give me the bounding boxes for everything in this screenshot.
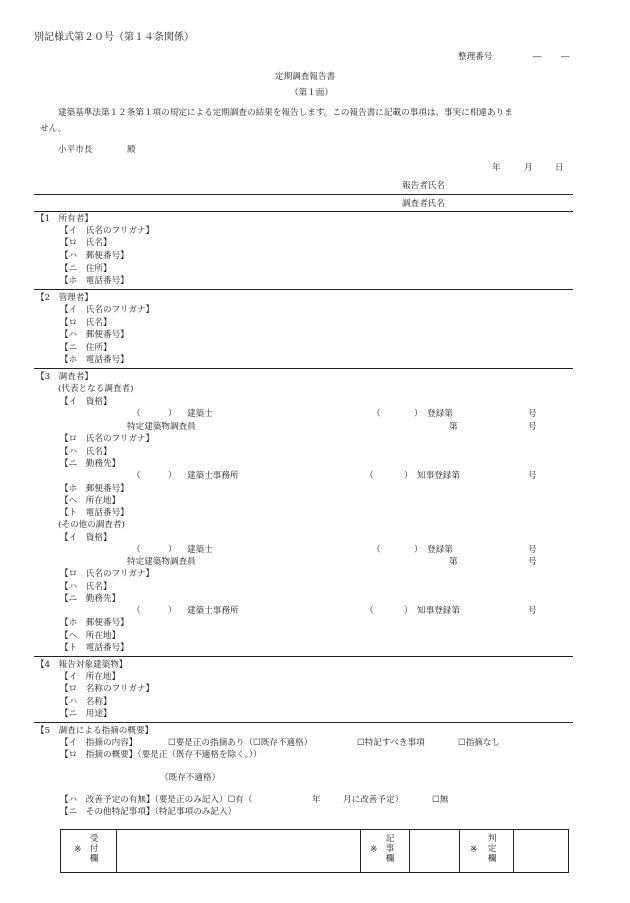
other-special-notes-label: 【ニ その他特記事項】（特記事項のみ記入）	[60, 807, 237, 817]
judgement-column-label: 判定欄	[487, 834, 497, 864]
other-reg-paren-close: ）	[414, 545, 423, 555]
divider-line	[34, 368, 573, 369]
rep-governor-registration-label: 知事登録第	[417, 471, 460, 481]
record-column-label: 記事欄	[385, 834, 395, 864]
page-number: （第１面）	[290, 88, 333, 98]
manager-phone-label: 【ホ 電話番号】	[60, 355, 129, 365]
manager-name-label: 【ロ 氏名】	[60, 318, 112, 328]
reporter-name-label: 報告者氏名	[402, 181, 445, 191]
other-go-label: 号	[528, 557, 537, 567]
rep-go-label: 号	[528, 409, 537, 419]
option-correction-required[interactable]: ☐要是正の指摘あり（☐既存不適格）	[168, 738, 313, 748]
divider-line	[34, 194, 573, 195]
rep-phone-label: 【ト 電話番号】	[60, 508, 129, 518]
other-go-label: 号	[528, 606, 537, 616]
table-divider	[459, 829, 460, 872]
section-summary-title: 【5 調査による指摘の概要】	[36, 726, 154, 736]
other-office-paren-open: （	[132, 606, 141, 616]
building-location-label: 【イ 所在地】	[60, 672, 121, 682]
date-year-label: 年	[492, 163, 501, 173]
divider-line	[34, 289, 573, 290]
other-workplace-label: 【ニ 勤務先】	[60, 594, 121, 604]
improvement-year-label: 年	[312, 795, 321, 805]
rep-postal-label: 【ホ 郵便番号】	[60, 484, 129, 494]
findings-overview-label: 【ロ 指摘の概要】（要是正（既存不適格を除く。））	[60, 750, 262, 760]
existing-nonconforming-label: （既存不適格）	[160, 773, 221, 783]
rep-name-label: 【ハ 氏名】	[60, 447, 112, 457]
manager-postal-label: 【ハ 郵便番号】	[60, 330, 129, 340]
honorific: 殿	[127, 145, 136, 155]
rep-workplace-label: 【ニ 勤務先】	[60, 459, 121, 469]
rep-address-label: 【ヘ 所在地】	[60, 496, 121, 506]
divider-line	[34, 211, 573, 212]
other-address-label: 【ヘ 所在地】	[60, 631, 121, 641]
other-gov-paren-open: （	[365, 606, 374, 616]
other-special-surveyor-label: 特定建築物調査員	[127, 557, 196, 567]
other-gov-paren-close: ）	[404, 606, 413, 616]
section-owner-title: 【1 所有者】	[36, 214, 94, 224]
owner-phone-label: 【ホ 電話番号】	[60, 276, 129, 286]
other-paren-open: （	[132, 545, 141, 555]
rep-gov-paren-open: （	[365, 471, 374, 481]
rep-special-surveyor-label: 特定建築物調査員	[127, 422, 196, 432]
building-furigana-label: 【ロ 名称のフリガナ】	[60, 684, 155, 694]
improvement-month-label: 月に改善予定）	[343, 795, 404, 805]
other-registration-label: 登録第	[427, 545, 453, 555]
date-month-label: 月	[524, 163, 533, 173]
owner-furigana-label: 【イ 氏名のフリガナ】	[60, 226, 155, 236]
divider-line	[34, 722, 573, 723]
other-architect-label: 建築士	[187, 545, 213, 555]
section-investigator-title: 【3 調査者】	[36, 372, 94, 382]
rep-reg-paren-close: ）	[414, 409, 423, 419]
intro-text-line-1: 建築基準法第１２条第１項の規定による定期調査の結果を報告します。この報告書に記載の事項は、事実に相違ありま	[58, 108, 513, 118]
owner-postal-label: 【ハ 郵便番号】	[60, 251, 129, 261]
representative-label: (代表となる調査者)	[58, 384, 134, 394]
rep-office-paren-open: （	[132, 471, 141, 481]
rep-gov-paren-close: ）	[404, 471, 413, 481]
form-number: 別記様式第２０号（第１４条関係）	[34, 32, 194, 43]
other-reg-paren-open: （	[372, 545, 381, 555]
section-manager-title: 【2 管理者】	[36, 293, 94, 303]
manager-address-label: 【ニ 住所】	[60, 343, 112, 353]
other-office-label: 建築士事務所	[187, 606, 239, 616]
rep-dai-label: 第	[449, 422, 458, 432]
table-divider	[409, 829, 410, 872]
rep-go-label: 号	[528, 422, 537, 432]
other-paren-close: ）	[168, 545, 177, 555]
reference-dash-1: ―	[533, 52, 542, 62]
record-star: ※	[370, 845, 378, 855]
building-name-label: 【ハ 名称】	[60, 697, 112, 707]
intro-text-line-2: せん。	[40, 124, 67, 134]
other-phone-label: 【ト 電話番号】	[60, 643, 129, 653]
findings-content-label: 【イ 指摘の内容】	[60, 738, 138, 748]
rep-architect-label: 建築士	[187, 409, 213, 419]
table-divider	[360, 829, 361, 872]
rep-reg-paren-open: （	[372, 409, 381, 419]
other-investigator-label: (その他の調査者)	[58, 520, 125, 530]
judgement-star: ※	[470, 845, 478, 855]
table-divider	[116, 829, 117, 872]
other-office-paren-close: ）	[168, 606, 177, 616]
improvement-none-option[interactable]: ☐無	[432, 795, 449, 805]
addressee: 小平市長	[58, 145, 93, 155]
rep-paren-open: （	[132, 409, 141, 419]
manager-furigana-label: 【イ 氏名のフリガナ】	[60, 305, 155, 315]
rep-go-label: 号	[528, 471, 537, 481]
option-special-note[interactable]: ☐特記すべき事項	[357, 738, 425, 748]
building-use-label: 【ニ 用途】	[60, 709, 112, 719]
page-title: 定期調査報告書	[275, 72, 336, 82]
date-day-label: 日	[555, 163, 564, 173]
rep-paren-close: ）	[168, 409, 177, 419]
rep-office-paren-close: ）	[168, 471, 177, 481]
owner-address-label: 【ニ 住所】	[60, 264, 112, 274]
reference-number-label: 整理番号	[458, 52, 493, 62]
other-governor-registration-label: 知事登録第	[417, 606, 460, 616]
other-postal-label: 【ホ 郵便番号】	[60, 618, 129, 628]
table-divider	[513, 829, 514, 872]
other-furigana-label: 【ロ 氏名のフリガナ】	[60, 569, 155, 579]
rep-office-label: 建築士事務所	[187, 471, 239, 481]
reference-dash-2: ―	[561, 52, 570, 62]
other-name-label: 【ハ 氏名】	[60, 582, 112, 592]
rep-qualification-label: 【イ 資格】	[60, 397, 112, 407]
improvement-plan-label[interactable]: 【ハ 改善予定の有無】（要是正のみ記入）☐有（	[60, 795, 253, 805]
option-no-findings[interactable]: ☐指摘なし	[458, 738, 501, 748]
owner-name-label: 【ロ 氏名】	[60, 238, 112, 248]
other-qualification-label: 【イ 資格】	[60, 533, 112, 543]
receipt-star: ※	[74, 845, 82, 855]
divider-line	[34, 656, 573, 657]
rep-registration-label: 登録第	[427, 409, 453, 419]
rep-furigana-label: 【ロ 氏名のフリガナ】	[60, 434, 155, 444]
section-building-title: 【4 報告対象建築物】	[36, 660, 128, 670]
surveyor-name-label: 調査者氏名	[402, 199, 445, 209]
other-dai-label: 第	[449, 557, 458, 567]
other-go-label: 号	[528, 545, 537, 555]
receipt-column-label: 受付欄	[89, 834, 99, 864]
